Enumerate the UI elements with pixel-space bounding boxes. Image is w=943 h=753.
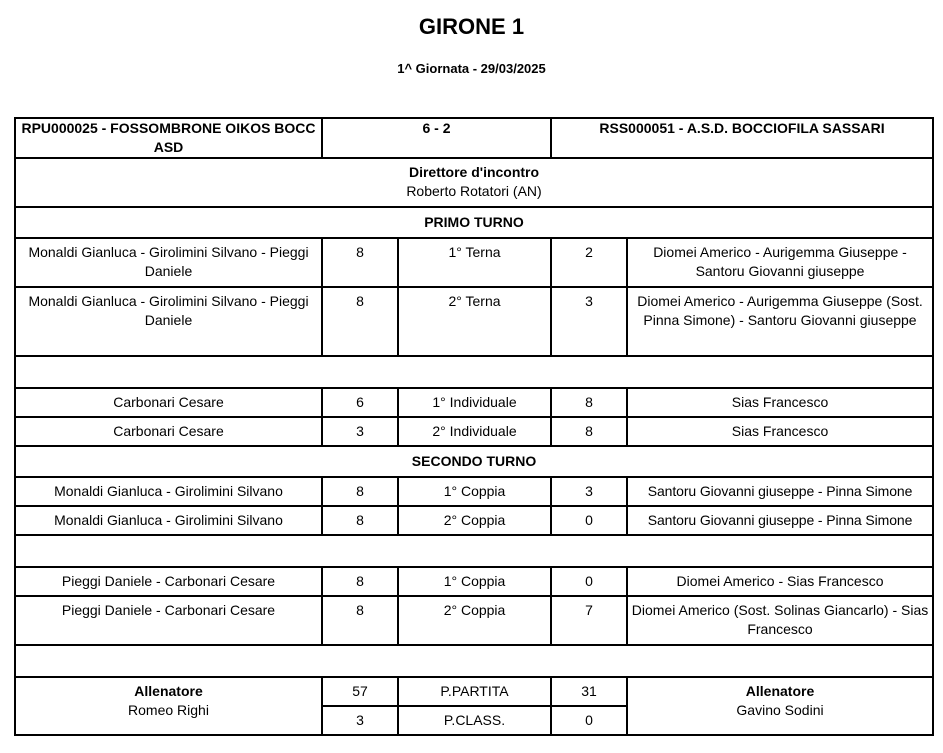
away-score: 3 xyxy=(551,287,627,356)
home-players: Monaldi Gianluca - Girolimini Silvano - Pieggi Daniele xyxy=(15,238,322,287)
team-away-name: RSS000051 - A.S.D. BOCCIOFILA SASSARI xyxy=(551,118,933,158)
coach-home-label: Allenatore xyxy=(134,683,203,699)
game-type: 2° Coppia xyxy=(398,506,551,535)
spacer-cell xyxy=(15,645,933,677)
class-home: 3 xyxy=(322,706,398,735)
section-secondo-turno: SECONDO TURNO xyxy=(15,446,933,477)
team-home-name: RPU000025 - FOSSOMBRONE OIKOS BOCC ASD xyxy=(15,118,322,158)
coach-home-name: Romeo Righi xyxy=(128,702,209,718)
table-row xyxy=(15,477,933,506)
home-score: 6 xyxy=(322,388,398,417)
away-score: 2 xyxy=(551,238,627,287)
game-type: 2° Individuale xyxy=(398,417,551,446)
table-row xyxy=(15,506,933,535)
home-players: Pieggi Daniele - Carbonari Cesare xyxy=(15,596,322,645)
table-row xyxy=(15,388,933,417)
game-type: 1° Coppia xyxy=(398,477,551,506)
table-row xyxy=(15,596,933,645)
away-players: Diomei Americo - Aurigemma Giuseppe - Santoru Giovanni giuseppe xyxy=(627,238,933,287)
director-name: Roberto Rotatori (AN) xyxy=(406,183,542,199)
home-players: Monaldi Gianluca - Girolimini Silvano - Pieggi Daniele xyxy=(15,287,322,356)
away-players: Diomei Americo (Sost. Solinas Giancarlo) - Sias Francesco xyxy=(627,596,933,645)
table-row xyxy=(15,287,933,356)
spacer-cell xyxy=(15,356,933,388)
away-score: 8 xyxy=(551,388,627,417)
away-players: Diomei Americo - Sias Francesco xyxy=(627,567,933,596)
section-primo-turno: PRIMO TURNO xyxy=(15,207,933,238)
game-type: 1° Individuale xyxy=(398,388,551,417)
coach-home-cell xyxy=(15,677,322,735)
class-away: 0 xyxy=(551,706,627,735)
home-score: 8 xyxy=(322,567,398,596)
match-sheet-table xyxy=(14,117,934,736)
page-title: GIRONE 1 xyxy=(418,14,525,39)
home-score: 8 xyxy=(322,238,398,287)
home-score: 8 xyxy=(322,287,398,356)
home-score: 8 xyxy=(322,506,398,535)
home-players: Pieggi Daniele - Carbonari Cesare xyxy=(15,567,322,596)
table-row xyxy=(15,238,933,287)
away-score: 8 xyxy=(551,417,627,446)
coach-away-name: Gavino Sodini xyxy=(736,702,824,718)
away-players: Sias Francesco xyxy=(627,388,933,417)
home-players: Carbonari Cesare xyxy=(15,388,322,417)
home-score: 3 xyxy=(322,417,398,446)
director-label: Direttore d'incontro xyxy=(408,164,540,180)
game-type: 2° Terna xyxy=(398,287,551,356)
coach-away-label: Allenatore xyxy=(745,683,815,699)
spacer-row xyxy=(15,356,933,388)
page-subtitle: 1^ Giornata - 29/03/2025 xyxy=(397,61,546,76)
home-players: Carbonari Cesare xyxy=(15,417,322,446)
header-row xyxy=(15,118,933,158)
game-type: 1° Coppia xyxy=(398,567,551,596)
spacer-row xyxy=(15,535,933,567)
away-players: Santoru Giovanni giuseppe - Pinna Simone xyxy=(627,506,933,535)
away-score: 0 xyxy=(551,567,627,596)
coach-away-cell xyxy=(627,677,933,735)
match-score: 6 - 2 xyxy=(322,118,551,158)
spacer-row xyxy=(15,645,933,677)
director-row xyxy=(15,158,933,207)
away-score: 0 xyxy=(551,506,627,535)
away-score: 7 xyxy=(551,596,627,645)
class-label: P.CLASS. xyxy=(398,706,551,735)
section-row xyxy=(15,446,933,477)
table-row xyxy=(15,567,933,596)
footer-row xyxy=(15,677,933,706)
away-players: Santoru Giovanni giuseppe - Pinna Simone xyxy=(627,477,933,506)
away-players: Sias Francesco xyxy=(627,417,933,446)
home-score: 8 xyxy=(322,477,398,506)
game-type: 2° Coppia xyxy=(398,596,551,645)
home-players: Monaldi Gianluca - Girolimini Silvano xyxy=(15,477,322,506)
section-row xyxy=(15,207,933,238)
spacer-cell xyxy=(15,535,933,567)
director-cell xyxy=(15,158,933,207)
away-score: 3 xyxy=(551,477,627,506)
home-players: Monaldi Gianluca - Girolimini Silvano xyxy=(15,506,322,535)
table-row xyxy=(15,417,933,446)
game-type: 1° Terna xyxy=(398,238,551,287)
partita-away: 31 xyxy=(551,677,627,706)
away-players: Diomei Americo - Aurigemma Giuseppe (Sost. Pinna Simone) - Santoru Giovanni giuseppe xyxy=(627,287,933,356)
home-score: 8 xyxy=(322,596,398,645)
partita-home: 57 xyxy=(322,677,398,706)
partita-label: P.PARTITA xyxy=(398,677,551,706)
